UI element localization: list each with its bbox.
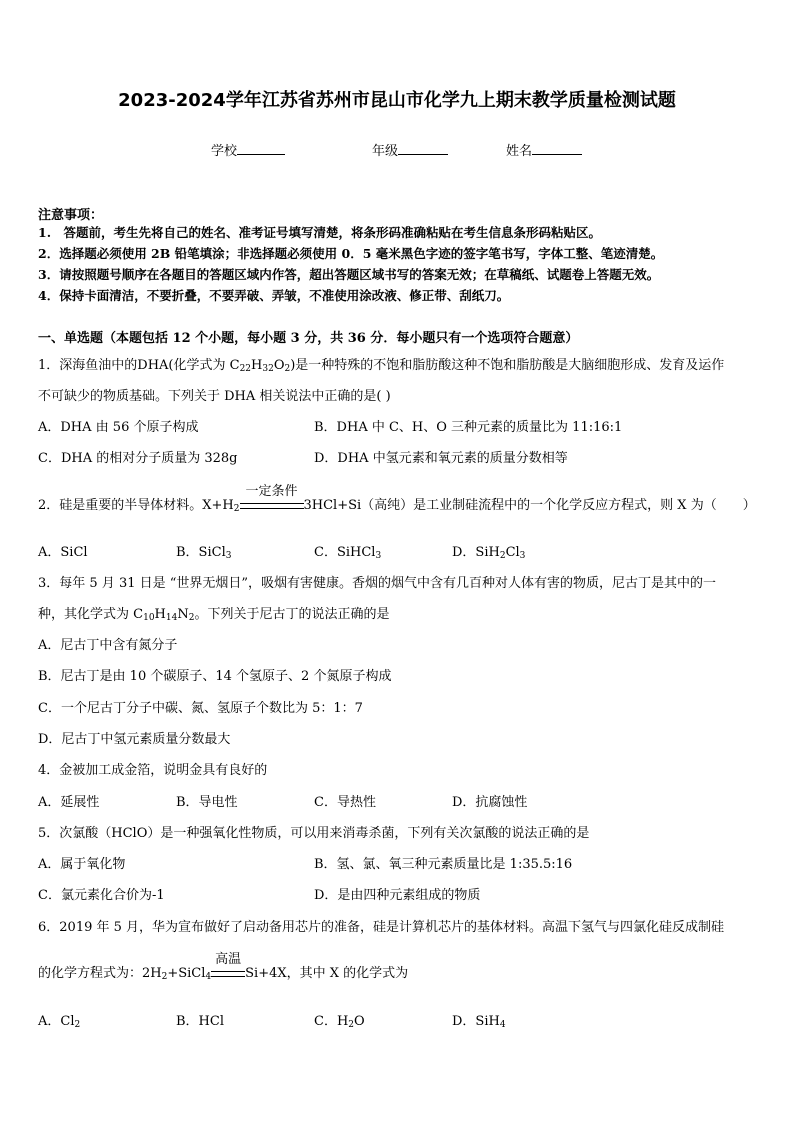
note-item: 1. 答题前，考生先将自己的姓名、准考证号填写清楚，将条形码准确粘贴在考生信息条形码粘贴区。 bbox=[38, 225, 602, 240]
q2-option-d[interactable]: D．$SiH_2Cl_3$ bbox=[452, 545, 526, 561]
q1-option-b[interactable]: B．DHA 中 C、H、O 三种元素的质量比为 11:16:1 bbox=[314, 420, 623, 435]
q4-option-d[interactable]: D．抗腐蚀性 bbox=[452, 795, 528, 810]
q4-option-a[interactable]: A．延展性 bbox=[38, 795, 100, 810]
q5-option-d[interactable]: D．是由四种元素组成的物质 bbox=[314, 888, 481, 903]
question-1-stem-line-1: 1．深海鱼油中的DHA(化学式为 $C_{22}H_{32}O_2$)是一种特殊的不饱和脂肪酸这种不饱和脂肪酸是大脑细胞形成、发育及运作 bbox=[38, 358, 725, 374]
notes-heading: 注意事项： bbox=[38, 208, 104, 223]
note-item: 4．保持卡面清洁，不要折叠，不要弄破、弄皱，不准使用涂改液、修正带、刮纸刀。 bbox=[38, 288, 510, 303]
q3-option-c[interactable]: C．一个尼古丁分子中碳、氮、氢原子个数比为 5：1：7 bbox=[38, 701, 363, 716]
q6-option-b[interactable]: B．HCl bbox=[176, 1014, 224, 1029]
q2-option-c[interactable]: C．SiHCl$_3$ bbox=[314, 545, 382, 561]
note-item: 3．请按照题号顺序在各题目的答题区域内作答，超出答题区域书写的答案无效；在草稿纸、试题卷上答题无效。 bbox=[38, 267, 660, 282]
question-3-stem-line-2: 种，其化学式为 $C_{10}H_{14}N_2$。下列关于尼古丁的说法正确的是 bbox=[38, 607, 390, 623]
reaction-condition-arrow bbox=[240, 484, 304, 513]
q1-option-a[interactable]: A．DHA 由 56 个原子构成 bbox=[38, 420, 199, 435]
q5-option-b[interactable]: B．氢、氯、氧三种元素质量比是 1:35.5:16 bbox=[314, 857, 573, 872]
name-label: 姓名 bbox=[506, 144, 533, 159]
q6-option-d[interactable]: D．SiH$_4$ bbox=[452, 1014, 506, 1030]
section-heading: 一、单选题（本题包括 12 个小题，每小题 3 分，共 36 分．每小题只有一个选项符合题意） bbox=[38, 331, 579, 346]
question-6-stem-line-1: 6．2019 年 5 月，华为宣布做好了启动备用芯片的准备，硅是计算机芯片的基体材料。高温下氢气与四氯化硅反成制硅 bbox=[38, 920, 725, 935]
q1-option-d[interactable]: D．DHA 中氢元素和氧元素的质量分数相等 bbox=[314, 451, 568, 466]
question-1-stem-line-2: 不可缺少的物质基础。下列关于 DHA 相关说法中正确的是( ) bbox=[38, 389, 391, 404]
q5-option-c[interactable]: C．氯元素化合价为-1 bbox=[38, 888, 165, 903]
question-3-stem-line-1: 3．每年 5 月 31 日是 “世界无烟日”，吸烟有害健康。香烟的烟气中含有几百种对人体有害的物质，尼古丁是其中的一 bbox=[38, 576, 717, 591]
school-blank bbox=[237, 142, 285, 155]
q6-option-a[interactable]: A．$Cl_2$ bbox=[38, 1014, 81, 1030]
q5-option-a[interactable]: A．属于氧化物 bbox=[38, 857, 126, 872]
name-blank bbox=[532, 142, 582, 155]
reaction-condition: 高温 bbox=[215, 952, 242, 967]
q3-option-a[interactable]: A．尼古丁中含有氮分子 bbox=[38, 638, 178, 653]
page-title: 2023-2024学年江苏省苏州市昆山市化学九上期末教学质量检测试题 bbox=[118, 90, 676, 111]
q6-option-c[interactable]: C．$H_2O$ bbox=[314, 1014, 365, 1030]
school-label: 学校 bbox=[211, 144, 238, 159]
q4-option-c[interactable]: C．导热性 bbox=[314, 795, 376, 810]
q3-option-b[interactable]: B．尼古丁是由 10 个碳原子、14 个氢原子、2 个氮原子构成 bbox=[38, 669, 392, 684]
question-4-stem: 4．金被加工成金箔，说明金具有良好的 bbox=[38, 763, 268, 778]
school-field bbox=[211, 140, 285, 159]
q1-option-c[interactable]: C．DHA 的相对分子质量为 328g bbox=[38, 451, 238, 466]
q3-option-d[interactable]: D．尼古丁中氢元素质量分数最大 bbox=[38, 732, 231, 747]
question-5-stem: 5．次氯酸（HClO）是一种强氧化性物质，可以用来消毒杀菌，下列有关次氯酸的说法正确的是 bbox=[38, 826, 590, 841]
q4-option-b[interactable]: B．导电性 bbox=[176, 795, 238, 810]
question-2-stem: 2．硅是重要的半导体材料。$X+H_2$ 一定条件 3HCl+Si（高纯）是工业制硅流程中的一个化学反应方程式，则 X 为（ ） bbox=[38, 494, 756, 514]
reaction-condition-arrow bbox=[211, 952, 245, 981]
grade-field bbox=[372, 140, 448, 159]
question-6-stem-line-2: 的化学方程式为：$2H_2+SiCl_4$ 高温 Si+4X，其中 X 的化学式为 bbox=[38, 962, 408, 982]
grade-label: 年级 bbox=[372, 144, 399, 159]
note-item: 2．选择题必须使用 2B 铅笔填涂；非选择题必须使用 0．5 毫米黑色字迹的签字笔书写，字体工整、笔迹清楚。 bbox=[38, 246, 664, 261]
q2-option-b[interactable]: B．SiCl$_3$ bbox=[176, 545, 232, 561]
q2-option-a[interactable]: A．SiCl bbox=[38, 545, 88, 560]
name-field bbox=[506, 140, 582, 159]
reaction-condition: 一定条件 bbox=[245, 484, 298, 499]
grade-blank bbox=[398, 142, 448, 155]
